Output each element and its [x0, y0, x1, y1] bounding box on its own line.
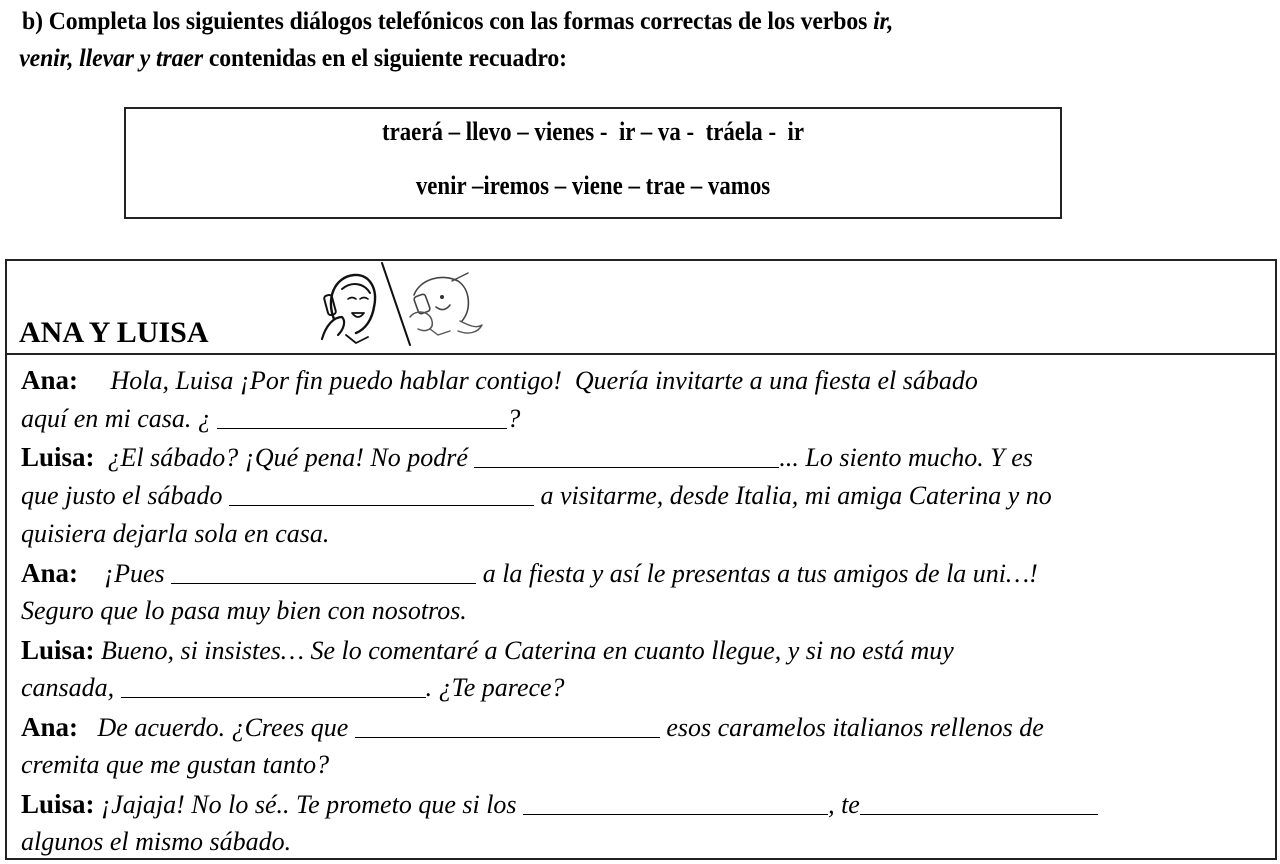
- speech-text: Seguro que lo pasa muy bien con nosotros.: [21, 596, 467, 625]
- speech-text: a la fiesta y así le presentas a tus amigos de la uni…!: [476, 558, 1038, 588]
- dialog-line: [21, 746, 1266, 785]
- speech-text: cansada,: [21, 673, 121, 702]
- answer-blank-7[interactable]: [523, 792, 828, 815]
- speech-text: . ¿Te parece?: [425, 673, 565, 702]
- speech-text: Hola, Luisa ¡Por fin puedo hablar contigo! Quería invitarte a una fiesta el sábado: [78, 366, 978, 395]
- answer-blank-3[interactable]: [229, 483, 534, 506]
- word-bank-row-2: venir –iremos – viene – trae – vamos: [415, 171, 771, 200]
- dialog-line: [21, 477, 1266, 516]
- dialog-title: ANA Y LUISA: [19, 316, 209, 349]
- answer-blank-5[interactable]: [121, 675, 426, 698]
- instructions-text: b) Completa los siguientes diálogos telefónicos con las formas correctas de los verbos: [22, 6, 874, 35]
- dialog-line: [21, 400, 1266, 439]
- speech-text: De acuerdo. ¿Crees que: [78, 712, 355, 742]
- speech-text: a visitarme, desde Italia, mi amiga Caterina y no: [534, 480, 1052, 510]
- exercise-instructions: [19, 2, 1185, 76]
- dialog-line: [21, 361, 1266, 400]
- speech-text: aquí en mi casa. ¿: [21, 403, 218, 433]
- speech-text: cremita que me gustan tanto?: [21, 750, 330, 779]
- two-girls-on-phone-icon: [312, 259, 487, 349]
- speech-text: ?: [507, 403, 521, 433]
- speaker-ana: Ana:: [21, 557, 79, 588]
- word-bank-box: [124, 107, 1062, 219]
- dialog-line: [21, 554, 1266, 593]
- verb-list: venir, llevar y traer: [19, 43, 204, 72]
- speaker-luisa: Luisa:: [21, 442, 95, 472]
- instructions-line-2: [19, 39, 1184, 76]
- answer-blank-2[interactable]: [474, 445, 779, 468]
- speaker-ana: Ana:: [21, 365, 79, 395]
- dialog-line: [21, 708, 1266, 747]
- speech-text: ... Lo siento mucho. Y es: [779, 443, 1033, 472]
- answer-blank-4[interactable]: [171, 561, 476, 584]
- word-bank-row-1: traerá – llevo – vienes - ir – va - tráela - ir: [381, 117, 805, 146]
- dialog-line: [21, 592, 1266, 631]
- speech-text: algunos el mismo sábado.: [21, 827, 292, 856]
- speech-text: Bueno, si insistes… Se lo comentaré a Caterina en cuanto llegue, y si no está muy: [94, 635, 954, 665]
- dialog-line: [21, 669, 1266, 708]
- dialog-line: [21, 631, 1266, 670]
- speech-text: esos caramelos italianos rellenos de: [659, 712, 1044, 742]
- speech-text: , te: [828, 789, 860, 819]
- instructions-text: contenidas en el siguiente recuadro:: [203, 43, 567, 72]
- speech-text: ¡Jajaja! No lo sé.. Te prometo que si los: [94, 789, 524, 819]
- speaker-luisa: Luisa:: [21, 634, 95, 665]
- dialog-line: [21, 438, 1266, 477]
- dialog-header: [7, 261, 1275, 355]
- dialog-box: [5, 259, 1277, 860]
- speaker-ana: Ana:: [21, 711, 79, 742]
- answer-blank-8[interactable]: [860, 792, 1098, 815]
- dialog-line: [21, 823, 1266, 862]
- speech-text: que justo el sábado: [21, 480, 229, 510]
- dialog-line: [21, 515, 1266, 554]
- instructions-line-1: [22, 2, 1185, 39]
- dialog-line: [21, 785, 1266, 824]
- answer-blank-6[interactable]: [355, 715, 660, 738]
- speech-text: quisiera dejarla sola en casa.: [21, 519, 330, 548]
- dialog-body: [21, 361, 1266, 862]
- verb-ir: ir,: [873, 6, 894, 35]
- speech-text: ¡Pues: [78, 558, 172, 588]
- speaker-luisa: Luisa:: [21, 788, 95, 819]
- speech-text: ¿El sábado? ¡Qué pena! No podré: [94, 443, 475, 472]
- answer-blank-1[interactable]: [217, 406, 507, 429]
